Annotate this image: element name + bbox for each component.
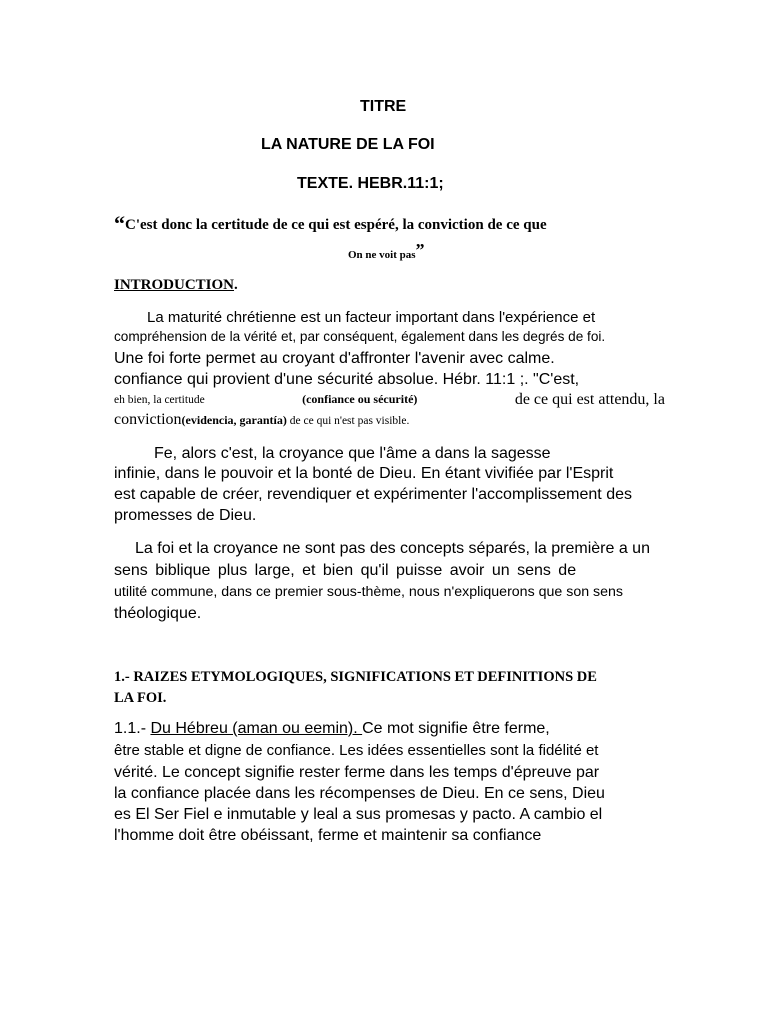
intro-p3-line-3: utilité commune, dans ce premier sous-thème, nous n'expliquerons que son sens [114, 584, 624, 600]
section-1-1-source-link: Du Hébreu (aman ou eemin). [150, 720, 363, 737]
intro-p1-line-5a: eh bien, la certitude [114, 394, 205, 406]
quote-line-1 [114, 211, 547, 236]
section-1-1-line-5: es El Ser Fiel e inmutable y leal a sus promesas y pacto. A cambio el [114, 806, 603, 823]
intro-p1-line-6a: conviction [114, 411, 182, 428]
section-1-1-line-1-rest: Ce mot signifie être ferme, [362, 720, 550, 737]
doc-text-reference: TEXTE. HEBR.11:1; [297, 175, 444, 192]
doc-label-titre: TITRE [360, 98, 407, 115]
section-1-1-number: 1.1.- [114, 720, 151, 737]
section-1-heading-line-2: LA FOI. [114, 690, 167, 706]
intro-p1-line-6c: de ce qui n'est pas visible. [286, 415, 410, 427]
intro-p1-line-2: compréhension de la vérité et, par conséquent, également dans les degrés de foi. [114, 329, 606, 344]
intro-p2-line-2: infinie, dans le pouvoir et la bonté de Dieu. En étant vivifiée par l'Esprit [114, 465, 614, 482]
section-1-1-line-3: vérité. Le concept signifie rester ferme dans les temps d'épreuve par [114, 764, 600, 781]
quote-open-mark: “ [114, 211, 125, 236]
section-1-1-line-4: la confiance placée dans les récompenses de Dieu. En ce sens, Dieu [114, 785, 605, 802]
quote-line-2 [348, 240, 425, 262]
intro-p2-line-3: est capable de créer, revendiquer et expérimenter l'accomplissement des [114, 486, 632, 503]
intro-p1-line-5b: (confiance ou sécurité) [302, 392, 418, 406]
section-1-1-line-6: l'homme doit être obéissant, ferme et maintenir sa confiance [114, 827, 542, 844]
intro-p3-line-1: La foi et la croyance ne sont pas des concepts séparés, la première a un [135, 540, 650, 557]
intro-p1-line-6 [114, 411, 409, 429]
section-1-1-line-2: être stable et digne de confiance. Les idées essentielles sont la fidélité et [114, 742, 599, 759]
introduction-heading [114, 277, 238, 294]
section-1-1-line-1 [114, 720, 550, 738]
quote-close-mark: ” [415, 240, 425, 260]
intro-p3-line-4: théologique. [114, 605, 202, 622]
intro-p1-line-5 [114, 391, 665, 409]
intro-p3-line-2: sens biblique plus large, et bien qu'il puisse avoir un sens de [114, 562, 577, 579]
intro-p1-line-5c: de ce qui est attendu, la [514, 391, 665, 408]
quote-text-1: C'est donc la certitude de ce qui est espéré, la conviction de ce que [125, 217, 547, 233]
introduction-heading-dot: . [234, 277, 238, 293]
intro-p2-line-1: Fe, alors c'est, la croyance que l'âme a dans la sagesse [154, 445, 551, 462]
intro-p1-line-1: La maturité chrétienne est un facteur important dans l'expérience et [147, 309, 596, 326]
intro-p2-line-4: promesses de Dieu. [114, 507, 257, 524]
intro-p1-line-4: confiance qui provient d'une sécurité absolue. Hébr. 11:1 ;. "C'est, [114, 371, 580, 388]
intro-p1-line-3: Une foi forte permet au croyant d'affronter l'avenir avec calme. [114, 350, 555, 367]
introduction-heading-text: INTRODUCTION [114, 277, 235, 293]
intro-p1-line-6b: (evidencia, garantía) [181, 413, 287, 427]
section-1-heading-line-1: 1.- RAIZES ETYMOLOGIQUES, SIGNIFICATIONS ET DEFINITIONS DE [114, 669, 597, 685]
doc-subject: LA NATURE DE LA FOI [261, 136, 435, 153]
quote-text-2: On ne voit pas [348, 249, 416, 261]
